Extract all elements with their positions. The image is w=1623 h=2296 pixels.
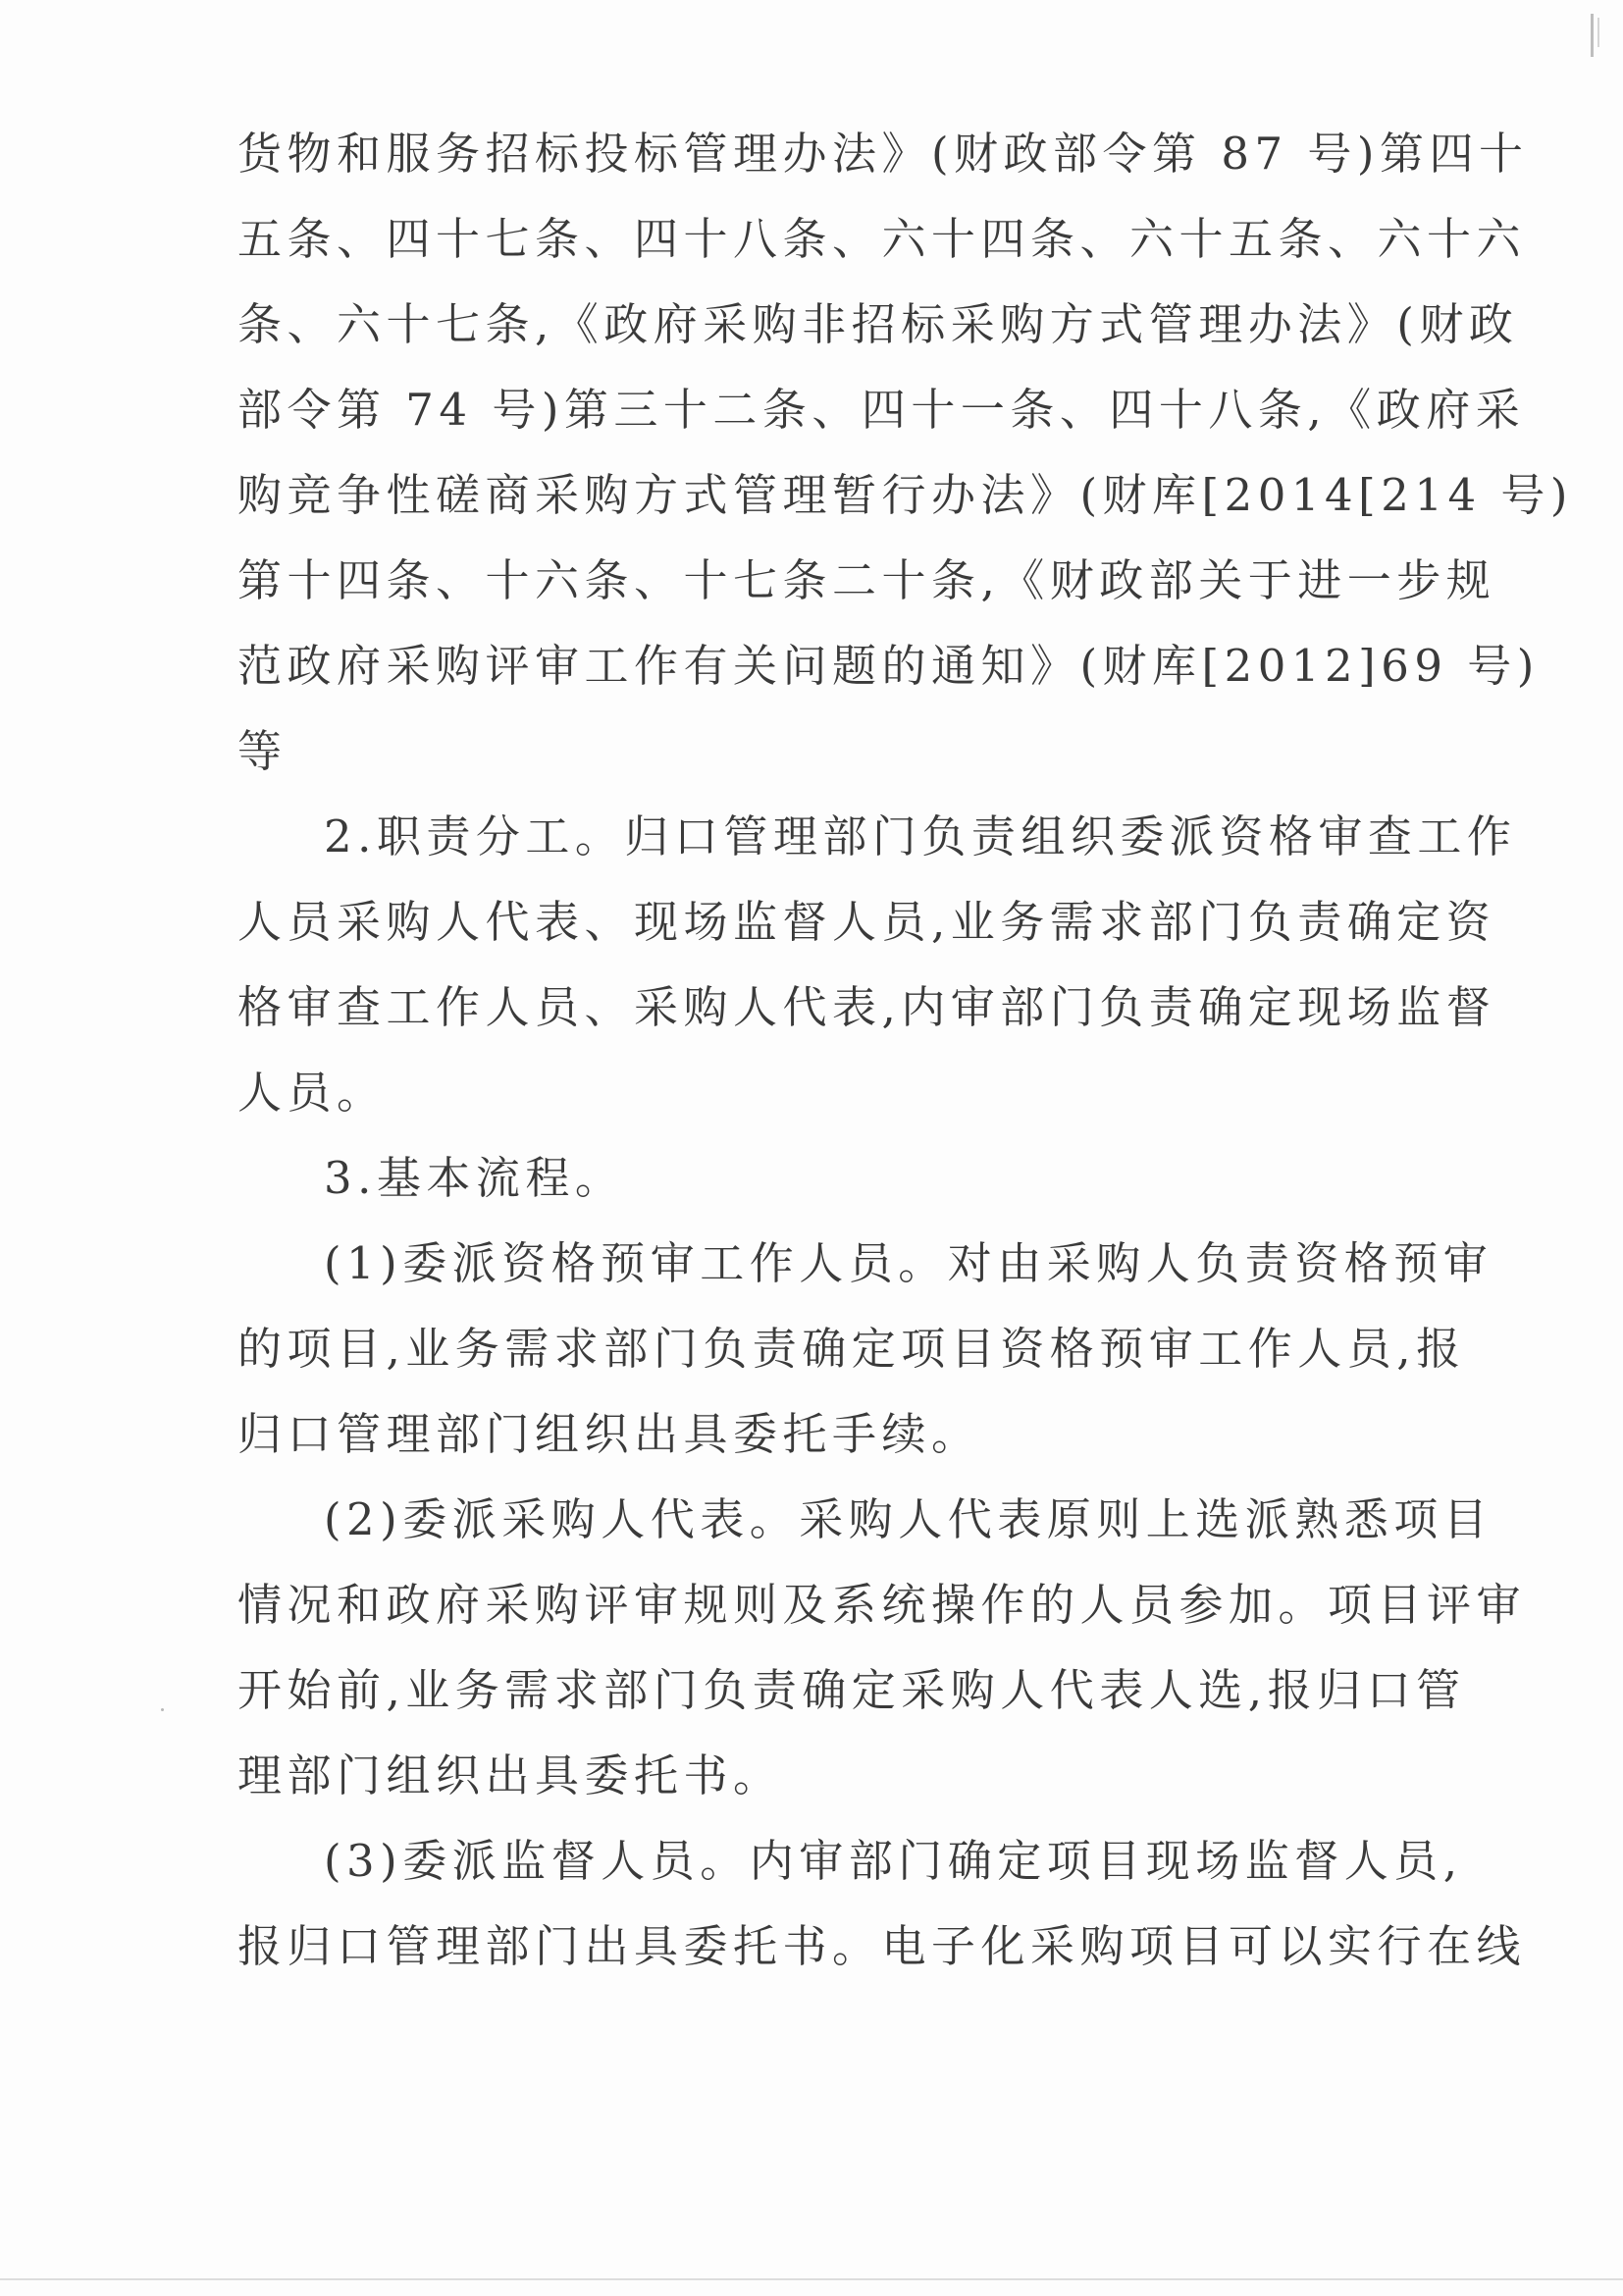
text-line: 的项目,业务需求部门负责确定项目资格预审工作人员,报: [237, 1323, 1466, 1375]
scan-artifact: [1591, 14, 1594, 57]
text-line: 条、六十七条,《政府采购非招标采购方式管理办法》(财政: [237, 298, 1519, 350]
text-line: 购竞争性磋商采购方式管理暂行办法》(财库[2014[214 号): [237, 469, 1573, 521]
text-line: 人员。: [237, 1067, 387, 1119]
text-line: 部令第 74 号)第三十二条、四十一条、四十八条,《政府采: [237, 384, 1526, 436]
section-heading: 3.基本流程。: [324, 1152, 625, 1204]
text-line: 等: [237, 725, 288, 777]
text-line: 归口管理部门组织出具委托手续。: [237, 1408, 981, 1460]
list-item-heading: (3)委派监督人员。内审部门确定项目现场监督人员,: [324, 1835, 1463, 1887]
text-line: 货物和服务招标投标管理办法》(财政部令第 87 号)第四十: [237, 128, 1529, 180]
paragraph-heading: 2.职责分工。归口管理部门负责组织委派资格审查工作: [324, 810, 1517, 862]
text-line: 开始前,业务需求部门负责确定采购人代表人选,报归口管: [237, 1664, 1466, 1716]
text-line: 格审查工作人员、采购人代表,内审部门负责确定现场监督: [237, 981, 1496, 1033]
text-line: 五条、四十七条、四十八条、六十四条、六十五条、六十六: [237, 213, 1527, 265]
scan-artifact: [1597, 18, 1599, 47]
list-item-heading: (2)委派采购人代表。采购人代表原则上选派熟悉项目: [324, 1493, 1493, 1545]
text-line: 第十四条、十六条、十七条二十条,《财政部关于进一步规: [237, 554, 1496, 606]
text-line: 人员采购人代表、现场监督人员,业务需求部门负责确定资: [237, 896, 1496, 948]
text-line: 报归口管理部门出具委托书。电子化采购项目可以实行在线: [237, 1920, 1527, 1972]
scan-edge: [0, 2278, 1623, 2280]
text-line: 范政府采购评审工作有关问题的通知》(财库[2012]69 号): [237, 640, 1540, 692]
text-line: 情况和政府采购评审规则及系统操作的人员参加。项目评审: [237, 1579, 1527, 1631]
scan-speck: [161, 1708, 164, 1711]
list-item-heading: (1)委派资格预审工作人员。对由采购人负责资格预审: [324, 1237, 1493, 1289]
text-line: 理部门组织出具委托书。: [237, 1749, 783, 1801]
